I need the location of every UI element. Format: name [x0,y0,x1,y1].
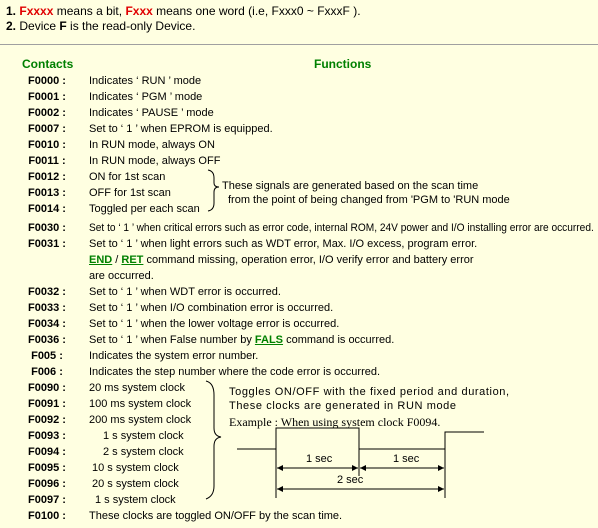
function-text: 20 ms system clock [89,382,185,394]
function-text: Set to ‘ 1 ’ when the lower voltage error is occurred. [89,318,340,330]
contact-code: F0095 : [28,462,66,474]
contact-code: F006 : [31,366,63,378]
function-text: 2 s system clock [103,446,184,458]
contact-code: F0036 : [28,334,66,346]
clock-note-line-2: These clocks are generated in RUN mode [229,400,457,412]
function-text: 200 ms system clock [89,414,192,426]
function-text: Set to ‘ 1 ’ when I/O combination error is occurred. [89,302,334,314]
function-text: Indicates ‘ PAUSE ’ mode [89,107,214,119]
contact-code: F0097 : [28,494,66,506]
contact-code: F0092 : [28,414,66,426]
note-2-device: F [59,19,67,33]
function-text: These clocks are toggled ON/OFF by the scan time. [89,510,343,522]
note-1-word-term: Fxxx [125,4,153,18]
contact-code: F0014 : [28,203,66,215]
function-text: 1 s system clock [95,494,176,506]
contact-code: F0002 : [28,107,66,119]
function-text: Toggled per each scan [89,203,200,215]
function-text: Set to ‘ 1 ’ when critical errors such as error code, internal ROM, 24V power and I/O installing error are occurred. [89,222,594,234]
function-text: OFF for 1st scan [89,187,171,199]
contact-code: F0013 : [28,187,66,199]
end-keyword: END [89,254,113,266]
fals-keyword: FALS [254,334,284,346]
function-text: In RUN mode, always OFF [89,155,221,167]
function-text: Set to ‘ 1 ’ when light errors such as WDT error, Max. I/O excess, program error. [89,238,478,250]
note-2-text-a: Device [19,19,60,33]
contact-code: F0090 : [28,382,66,394]
contacts-header: Contacts [22,57,74,71]
function-text: ON for 1st scan [89,171,166,183]
contact-code: F0007 : [28,123,66,135]
function-text: Indicates the system error number. [89,350,259,362]
function-text: 10 s system clock [92,462,179,474]
note-1-bit-term: Fxxxx [19,4,54,18]
timing-label-1: 1 sec [306,453,333,465]
function-text: Indicates ‘ PGM ’ mode [89,91,203,103]
fals-text-b: command is occurred. [283,334,395,346]
function-text: 1 s system clock [103,430,184,442]
clock-note-line-3: Example : When using system clock F0094. [229,415,441,429]
contact-code: F0000 : [28,75,66,87]
timing-label-2: 1 sec [393,453,420,465]
contact-code: F0091 : [28,398,66,410]
contact-code: F0034 : [28,318,66,330]
contact-code: F0030 : [28,222,66,234]
contact-code: F0001 : [28,91,66,103]
ret-keyword: RET [121,254,144,266]
note-1-number: 1. [6,4,17,18]
contact-code: F0093 : [28,430,66,442]
functions-header: Functions [314,57,372,71]
function-text: are occurred. [89,270,154,282]
fals-text-a: Set to ‘ 1 ’ when False number by [89,334,255,346]
contact-code: F0032 : [28,286,66,298]
contact-code: F0012 : [28,171,66,183]
contact-code: F0011 : [28,155,66,167]
scan-note-line-1: These signals are generated based on the scan time [222,180,479,192]
note-2-number: 2. [6,19,17,33]
contact-code: F0094 : [28,446,66,458]
timing-label-3: 2 sec [337,474,364,486]
contact-code: F0010 : [28,139,66,151]
contact-code: F0096 : [28,478,66,490]
scan-brace [208,170,219,211]
clock-brace [206,381,221,499]
note-1-text-a: means a bit, [53,4,126,18]
function-text: In RUN mode, always ON [89,139,215,151]
contact-code: F005 : [31,350,63,362]
function-text: Indicates ‘ RUN ’ mode [89,75,202,87]
contact-code: F0033 : [28,302,66,314]
note-1-text-b: means one word (i.e, Fxxx0 ~ FxxxF ). [152,4,361,18]
note-2-text-b: is the read-only Device. [66,19,196,33]
function-text: Set to ‘ 1 ’ when WDT error is occurred. [89,286,281,298]
scan-note-line-2: from the point of being changed from 'PGM to 'RUN mode [228,194,510,206]
clock-note-line-1: Toggles ON/OFF with the fixed period and duration, [229,386,510,398]
function-text: Set to ‘ 1 ’ when EPROM is equipped. [89,123,273,135]
end-ret-text: command missing, operation error, I/O verify error and battery error [143,254,474,266]
function-text: Indicates the step number where the code error is occurred. [89,366,381,378]
contact-code: F0100 : [28,510,66,522]
function-text: 20 s system clock [92,478,179,490]
clock-waveform [237,428,484,449]
contact-code: F0031 : [28,238,66,250]
function-text: 100 ms system clock [89,398,192,410]
slash: / [112,254,122,266]
